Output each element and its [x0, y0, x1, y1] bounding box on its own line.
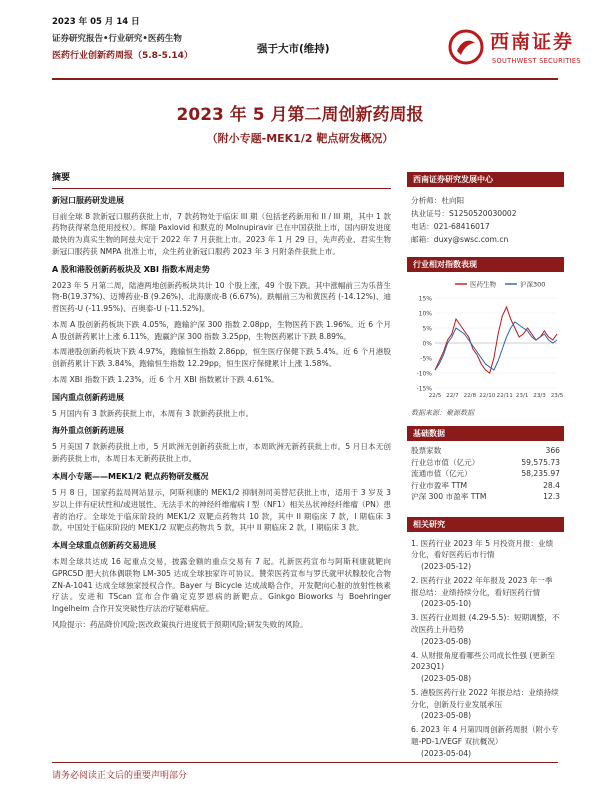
- company-logo: [448, 24, 600, 76]
- section-heading: 本周小专题——MEK1/2 靶点药物研发概况: [52, 471, 209, 481]
- x-tick-label: 22/5: [428, 392, 442, 399]
- x-tick-label: 23/1: [515, 392, 529, 399]
- section-heading: A 股和港股创新药板块及 XBI 指数本周走势: [52, 264, 210, 274]
- table-row: [407, 445, 564, 457]
- section-paragraph: 5 月美国 7 款新药获批上市，5 月欧洲无创新药获批上市，本周欧洲无新药获批上市。5 月日本无创新药获批上市，本周日本无新药获批上市。: [52, 442, 391, 464]
- table-row: [407, 457, 564, 469]
- key-data-heading: 基础数据: [407, 426, 564, 441]
- x-tick-label: 23/3: [533, 392, 546, 399]
- y-tick-label: -10%: [416, 370, 432, 378]
- related-date: (2023-05-08): [421, 711, 472, 721]
- page-subtitle: （附小专题-MEK1/2 靶点研发概况）: [206, 132, 394, 145]
- related-item[interactable]: [411, 724, 560, 759]
- related-date: (2023-05-10): [421, 599, 472, 609]
- section-paragraph: 5 月 8 日，国家药监局网站显示，阿斯利康的 MEK1/2 抑制剂司美替尼获批上市，适用于 3 岁及 3 岁以上伴有症状性和/或进展性、无法手术的神经纤维瘤病 I 型（NF1）相关丛状神经纤维瘤（PN）患者的治疗。全球处于临床阶段的 MEK1/2 双靶点药物共 10 款，其中 II 期临床 7 款，I 期临床 3 款。中国处于临床阶段的 MEK1/2 双靶点药物共 5 款，其中 II 期临床 2 款，I 期临床 3 款。: [52, 487, 391, 533]
- related-title[interactable]: 5. 港股医药行业 2022 年报总结：业绩持续分化，创新及行业发展承压: [411, 687, 559, 709]
- key-value: 28.4: [543, 480, 560, 490]
- section-heading: 国内重点创新药进展: [52, 392, 124, 402]
- y-tick-label: 0%: [422, 340, 432, 348]
- key-data-table: [407, 445, 564, 503]
- industry-rating: 强于大市(维持): [257, 43, 330, 55]
- disclaimer-footer: 请务必阅读正文后的重要声明部分: [52, 771, 188, 781]
- analyst-license: 执业证号：S1250520030002: [411, 208, 517, 218]
- related-date: (2023-05-08): [421, 674, 472, 684]
- section-paragraph: 本周港股创新药板块下跌 4.97%，跑输恒生指数 2.86pp，恒生医疗保健下跌 5.4%。近 6 个月港股创新药累计下跌 3.84%，跑输恒生指数 12.29pp，恒生医疗保健累计上涨 1.58%。: [52, 347, 391, 369]
- y-tick-label: 10%: [418, 310, 432, 318]
- sidebar: [407, 172, 564, 761]
- section-paragraph: 本周全球共达成 16 起重点交易，披露金额的重点交易有 7 起。礼新医药宣布与阿斯利康就靶向 GPRC5D 肥大抗体偶联物 LM-305 达成全球独家许可协议。贊荣医药宣布与罗氏就甲状腺胶化合物 ZN-A-1041 达成全球独家授权合作。Bayer 与 Bicycle 达成战略合作，开发靶向心脏的放射性核素疗法。安进和 TScan 宣布合作确定克罗恩病的新靶点。Ginkgo Bioworks 与 Boehringer Ingelheim 合作开发突破性疗法治疗疑难病症。: [52, 557, 391, 614]
- related-item[interactable]: [411, 687, 560, 722]
- x-tick-label: 22/11: [496, 392, 513, 399]
- logo-text-cn: 西南证券: [490, 31, 575, 53]
- related-date: (2023-05-12): [421, 562, 472, 572]
- table-row: [407, 468, 564, 480]
- table-row: [407, 491, 564, 503]
- x-tick-label: 23/5: [550, 392, 564, 399]
- related-item[interactable]: [411, 612, 560, 647]
- related-title[interactable]: 4. 从财报角度看哪些公司成长性强 (更新至 2023Q1): [411, 650, 556, 672]
- related-item[interactable]: [411, 650, 560, 685]
- related-date: (2023-05-08): [421, 636, 472, 646]
- analyst-info: [407, 187, 564, 247]
- page-title: 2023 年 5 月第二周创新药周报: [176, 105, 424, 125]
- report-header: [52, 14, 581, 84]
- section-paragraph: 目前全球 8 款新冠口服药获批上市，7 款药物处于临床 III 期（包括老药新用和 II / III 期，其中 1 款药物获得紧急使用授权）。辉瑞 Paxlovid 和默克的 Molnupiravir 已在中国获批上市，国内研发进度最快的为真实生物的阿兹夫定于 2022 年 7 月获批上市。2023 年 1 月 29 日，先声药业、君实生物新冠口服药获 NMPA 批准上市，众生药业新冠口服药 2023 年 3 月附条件获批上市。: [52, 211, 391, 256]
- key-value: 12.3: [543, 492, 560, 502]
- section-paragraph: 2023 年 5 月第二周，陆港两地创新药板块共计 10 个股上涨，49 个股下跌。其中涨幅前三为乐普生物-B(19.37%)、迈博药业-B (9.26%)、北海康成-B (6.67%)。跌幅前三为和黄医药 (-14.12%)、迪哲医药-U (-11.95%)、百奥泰-U (-11.52%)。: [52, 280, 391, 314]
- report-date: 2023 年 05 月 14 日: [52, 17, 140, 27]
- key-value: 59,575.73: [521, 457, 560, 467]
- report-category: 证券研究报告•行业研究•医药生物: [52, 34, 182, 44]
- key-label: 行业总市值（亿元）: [411, 457, 480, 467]
- y-tick-label: 5%: [422, 325, 432, 333]
- header-divider: [52, 78, 558, 80]
- legend-label: 医药生物: [470, 280, 496, 289]
- y-tick-label: -5%: [420, 355, 432, 363]
- key-label: 股票家数: [411, 446, 442, 456]
- index-chart-svg: [407, 276, 564, 406]
- related-title[interactable]: 1. 医药行业 2023 年 5 月投资月报：业绩分化，看好医药后市行情: [411, 538, 554, 560]
- footer-divider: [52, 762, 558, 763]
- related-title[interactable]: 2. 医药行业 2022 年年报及 2023 年一季报总结：业绩持续分化，看好医药行情: [411, 575, 553, 597]
- table-row: [407, 480, 564, 492]
- key-label: 沪深 300 市盈率 TTM: [411, 492, 487, 502]
- index-heading: 行业相对指数表现: [407, 257, 564, 272]
- related-heading: 相关研究: [407, 517, 564, 532]
- chart-source: 数据来源：聚源数据: [411, 408, 474, 417]
- section-paragraph: 5 月国内有 3 款新药获批上市，本周有 3 款新药获批上市。: [52, 408, 254, 418]
- logo-text-en: SOUTHWEST SECURITIES: [492, 57, 581, 65]
- related-date: (2023-05-04): [421, 748, 472, 758]
- analyst-phone: 电话：021-68416017: [411, 221, 490, 231]
- section-paragraph: 本周 XBI 指数下跌 1.23%，近 6 个月 XBI 指数累计下跌 4.61%。: [52, 374, 279, 384]
- related-title[interactable]: 6. 2023 年 4 月第四周创新药周报（附小专题-PD-1/VEGF 双抗概况）: [411, 725, 559, 746]
- section-heading: 新冠口服药研发进展: [52, 195, 124, 205]
- related-item[interactable]: [411, 538, 560, 573]
- analyst-name: 分析师：杜向阳: [411, 196, 465, 205]
- section-paragraph: 本周 A 股创新药板块下跌 4.05%，跑输沪深 300 指数 2.08pp，生物医药下跌 1.96%。近 6 个月 A 股创新药累计上涨 6.11%，跑赢沪深 300 指数 3.25pp，生物医药累计下跌 8.89%。: [52, 319, 391, 341]
- logo-mark-icon: [448, 29, 484, 65]
- related-item[interactable]: [411, 575, 560, 610]
- series-line: [435, 307, 557, 373]
- related-list: [407, 532, 564, 760]
- x-tick-label: 22/7: [446, 392, 459, 399]
- related-title[interactable]: 3. 医药行业周报 (4.29-5.5)：短期调整，不改医药上升趋势: [411, 613, 560, 634]
- risk-warning: 风险提示：药品降价风险;医改政策执行进度低于预期风险;研发失败的风险。: [52, 619, 308, 629]
- key-value: 366: [545, 446, 560, 456]
- report-series: 医药行业创新药周报（5.8-5.14）: [52, 51, 193, 61]
- key-label: 行业市盈率 TTM: [411, 480, 468, 490]
- y-tick-label: -15%: [416, 385, 432, 393]
- x-tick-label: 22/10: [479, 392, 496, 399]
- team-heading: 西南证券研究发展中心: [407, 172, 564, 187]
- section-heading: 海外重点创新药进展: [52, 426, 124, 436]
- key-label: 流通市值（亿元）: [411, 469, 472, 479]
- y-tick-label: 15%: [418, 295, 432, 303]
- abstract-label: 摘要: [52, 172, 391, 189]
- legend-label: 沪深300: [520, 280, 546, 289]
- index-chart: [407, 276, 564, 406]
- analyst-email[interactable]: 邮箱：duxy@swsc.com.cn: [411, 234, 509, 244]
- abstract-column: [52, 172, 391, 635]
- section-heading: 本周全球重点创新药交易进展: [52, 541, 156, 551]
- x-tick-label: 22/8: [463, 392, 477, 399]
- key-value: 58,235.97: [521, 469, 560, 479]
